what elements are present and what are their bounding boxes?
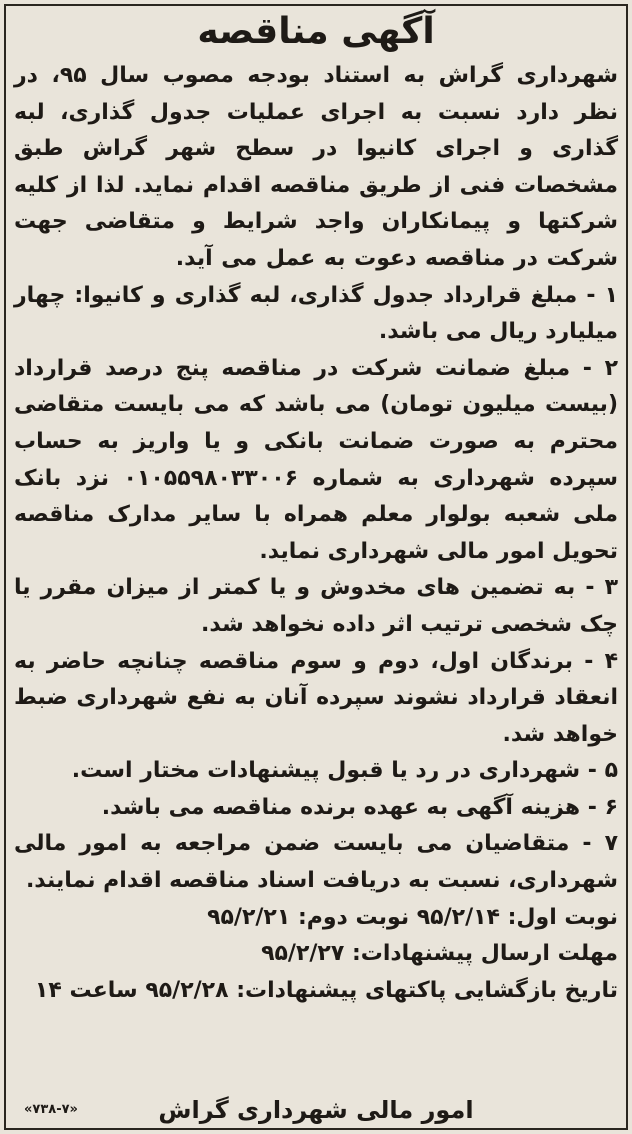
notice-item-1: ۱ - مبلغ قرارداد جدول گذاری، لبه گذاری و کانیوا: چهار میلیارد ریال می باشد. — [14, 282, 618, 345]
notice-signature: امور مالی شهرداری گراش — [158, 1096, 474, 1124]
notice-item-3: ۳ - به تضمین های مخدوش و یا کمتر از میزان مقرر یا چک شخصی ترتیب اثر داده نخواهد شد. — [14, 575, 618, 637]
notice-opening-date: تاریخ بازگشایی پاکتهای پیشنهادات: ۹۵/۲/۲۸ ساعت ۱۴ — [34, 977, 618, 1003]
notice-item-4: ۴ - برندگان اول، دوم و سوم مناقصه چنانچه حاضر به انعقاد قرارداد نشوند سپرده آنان به نفع شهرداری ضبط خواهد شد. — [14, 648, 618, 747]
notice-code: «۷۳۸-۷» — [24, 1102, 78, 1117]
notice-deadline: مهلت ارسال پیشنهادات: ۹۵/۲/۲۷ — [261, 941, 618, 967]
notice-publish-dates: نوبت اول: ۹۵/۲/۱۴ نوبت دوم: ۹۵/۲/۲۱ — [207, 904, 618, 930]
notice-item-6: ۶ - هزینه آگهی به عهده برنده مناقصه می باشد. — [101, 794, 618, 820]
notice-item-2: ۲ - مبلغ ضمانت شرکت در مناقصه پنج درصد قرارداد (بیست میلیون تومان) می باشد که می بایست متقاضی محترم به صورت ضمانت بانکی و یا واریز به حساب سپرده شهرداری به شماره ۰۱۰۵۵۹۸۰۳۳۰۰۶ نزد بانک ملی شعبه بولوار معلم همراه با سایر مدارک مناقصه تحویل امور مالی شهرداری نماید. — [14, 355, 618, 564]
notice-title: آگهی مناقصه — [197, 11, 435, 52]
notice-footer — [14, 1092, 618, 1128]
notice-intro: شهرداری گراش به استناد بودجه مصوب سال ۹۵، در نظر دارد نسبت به اجرای عملیات جدول گذاری، لبه گذاری و اجرای کانیوا در سطح شهر گراش طبق مشخصات فنی از طریق مناقصه اقدام نماید. لذا از کلیه شرکتها و پیمانکاران واجد شرایط و متقاضی جهت شرکت در مناقصه دعوت به عمل می آید. — [14, 63, 618, 271]
notice-body — [14, 6, 618, 1128]
notice-item-5: ۵ - شهرداری در رد یا قبول پیشنهادات مختار است. — [71, 758, 618, 784]
notice-item-7: ۷ - متقاضیان می بایست ضمن مراجعه به امور مالی شهرداری، نسبت به دریافت اسناد مناقصه اقدام نمایند. — [14, 831, 618, 894]
